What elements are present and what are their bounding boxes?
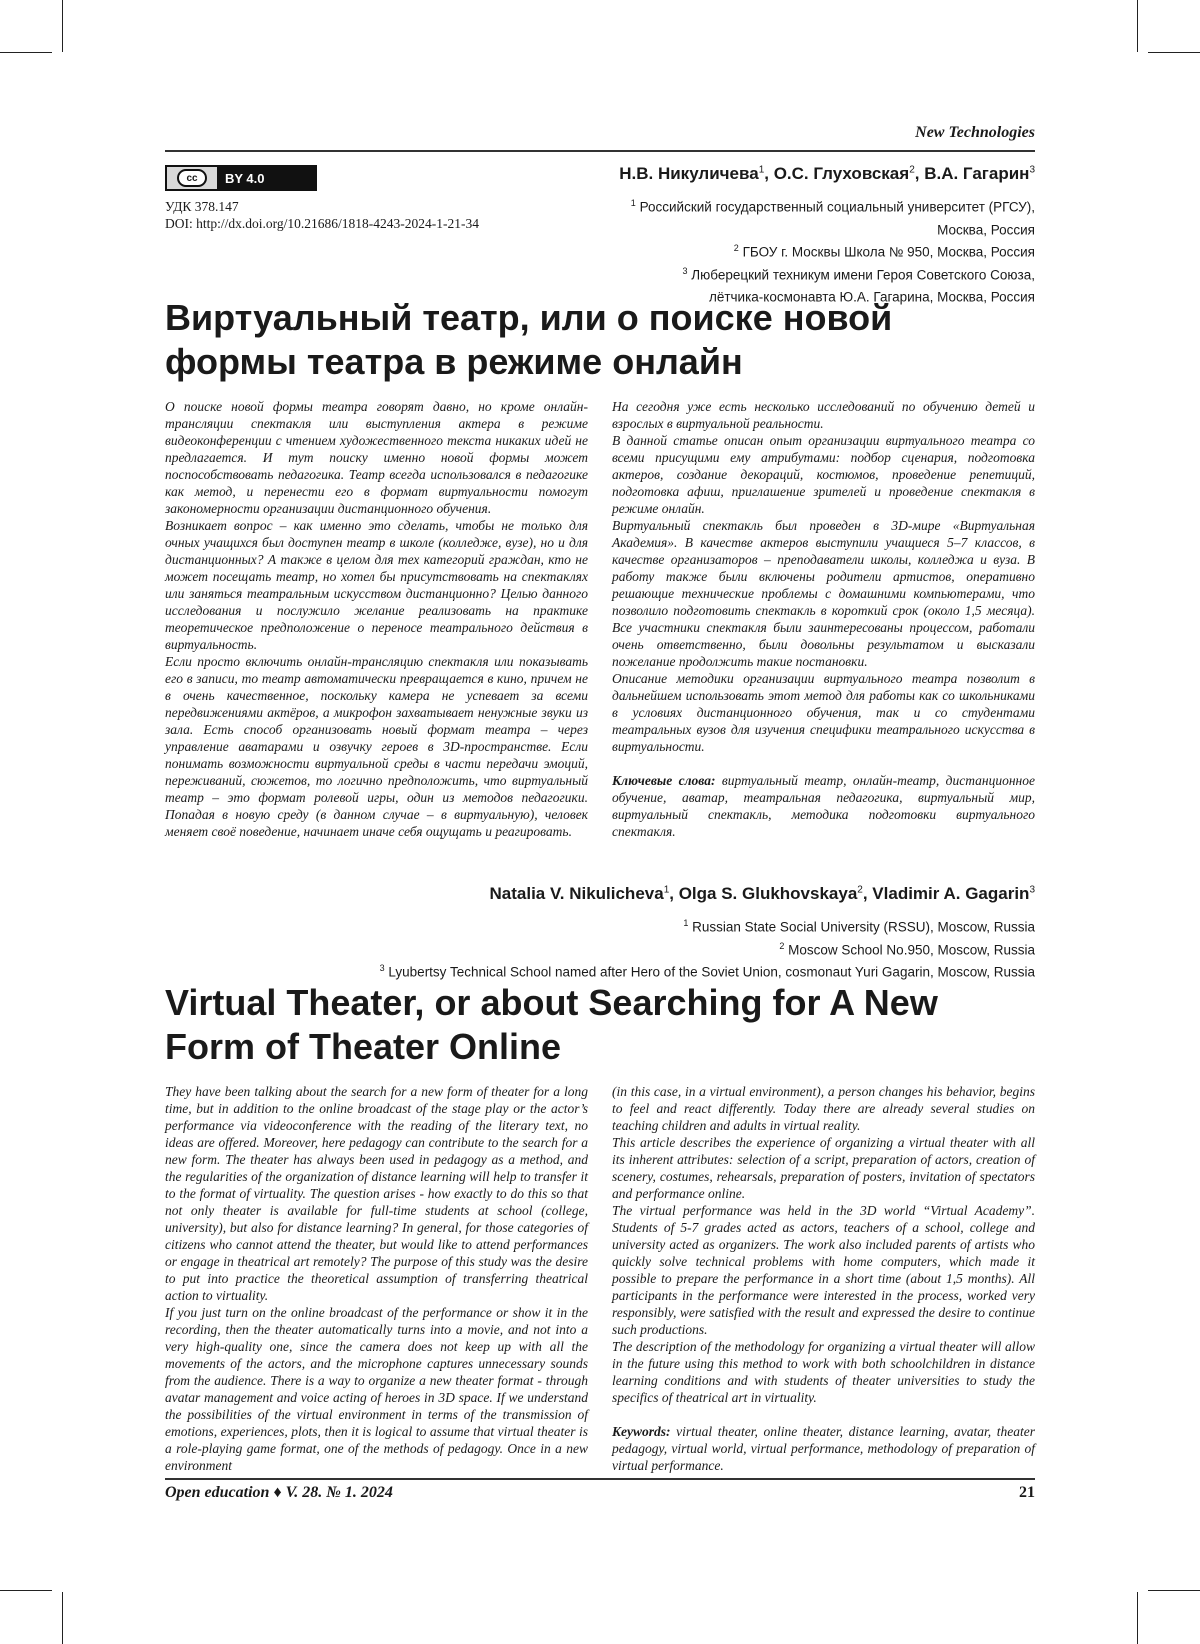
affiliation-line bbox=[380, 914, 1035, 937]
article-meta bbox=[165, 198, 479, 232]
author-sup: 3 bbox=[1029, 164, 1035, 176]
affiliation-text: Люберецкий техникум имени Героя Советского Союза, bbox=[691, 267, 1035, 282]
doi-link[interactable]: DOI: http://dx.doi.org/10.21686/1818-4243-2024-1-21-34 bbox=[165, 216, 479, 231]
affiliation-sup: 2 bbox=[733, 243, 739, 253]
crop-mark bbox=[1137, 1592, 1138, 1644]
ru-affiliations bbox=[631, 194, 1035, 307]
affiliation-text: лётчика-космонавта Ю.А. Гагарина, Москва, Россия bbox=[708, 289, 1035, 305]
abstract-paragraph: О поиске новой формы театра говорят давно, но кроме онлайн-трансляции спектакля или выступления актера в режиме видеоконференции с чтением художественного текста никаких идей не предлагается. И тут поиску именно новой формы может поспособствовать педагогика. Театр всегда использовался в педагогике как метод, и перенести его в формат виртуальности помогут закономерности организации дистанционного обучения. bbox=[165, 399, 588, 516]
author-sup: 3 bbox=[1029, 884, 1035, 896]
keywords bbox=[612, 772, 1035, 840]
abstract-paragraph: (in this case, in a virtual environment), a person changes his behavior, begins to feel and react differently. Today there are already several studies on teaching children and adults in virtual reality. bbox=[612, 1084, 1035, 1133]
affiliation-sup: 3 bbox=[379, 963, 385, 973]
affiliation-sup: 1 bbox=[630, 198, 636, 208]
crop-mark bbox=[1137, 0, 1138, 52]
title-line: Виртуальный театр, или о поиске новой bbox=[165, 297, 893, 338]
abstract-paragraph: В данной статье описан опыт организации виртуального театра со всеми присущими ему атрибутами: подбор сценария, подготовка актеров, создание декораций, костюмов, проведение репетиций, подготовка афиш, приглашение зрителей и проведение спектакля в режиме онлайн. bbox=[612, 433, 1035, 516]
cc-icon: cc bbox=[177, 169, 207, 187]
crop-mark bbox=[0, 52, 52, 53]
author-sup: 1 bbox=[758, 164, 765, 176]
ru-authors: Н.В. Никуличева$^1$, О.С. Глуховская$^2$, В.А. Гагарин$^3$ bbox=[619, 164, 1035, 183]
header-rule bbox=[165, 150, 1035, 152]
affiliation-sup: 1 bbox=[683, 918, 689, 928]
abstract-paragraph: If you just turn on the online broadcast of the performance or show it in the recording, then the theater automatically turns into a movie, and not into a very high-quality one, since the camera does not keep up with all the movements of the actors, and the microphone captures unnecessary sounds from the audience. There is a way to organize a new theater format - through avatar management and voice acting of heroes in 3D space. If we understand the possibilities of the virtual environment in terms of the transmission of emotions, experiences, plots, then it is logical to assume that virtual theater is a role-playing game format, one of the methods of pedagogy. Once in a new environment bbox=[165, 1305, 588, 1473]
page-number: 21 bbox=[1019, 1484, 1035, 1501]
cc-logo-area bbox=[167, 167, 217, 189]
abstract-paragraph: Виртуальный спектакль был проведен в 3D-мире «Виртуальная Академия». В качестве актеров выступили учащиеся 5–7 классов, в качестве организаторов – преподаватели школы, колледжа и вуза. В работу также были включены родители артистов, оперативно решающие технические проблемы с домашними компьютерами, что позволило подготовить спектакль в короткий срок (около 1,5 месяца). Все участники спектакля были заинтересованы процессом, работали очень ответственно, были довольны результатом и высказали пожелание продолжить такие постановки. bbox=[612, 518, 1035, 669]
author-name: Natalia V. Nikulicheva bbox=[489, 884, 664, 903]
title-line: Virtual Theater, or about Searching for A New bbox=[165, 982, 938, 1023]
author-name: О.С. Глуховская bbox=[773, 164, 910, 183]
en-affiliations bbox=[380, 914, 1035, 982]
en-abstract-left bbox=[165, 1083, 588, 1474]
keywords bbox=[612, 1423, 1035, 1474]
abstract-paragraph: Если просто включить онлайн-трансляцию спектакля или показывать его в записи, то театр автоматически превращается в кино, причем не в очень качественное, поскольку камера не успевает за всеми передвижениями актёров, а микрофон захватывает ненужные звуки из зала. Есть способ организовать новый формат театра – через управление аватарами и озвучку героев в 3D-пространстве. Если понимать возможности виртуальной среды в части передачи эмоций, переживаний, сюжетов, то логично предположить, что виртуальный театр – это формат ролевой игры, один из методов педагогики. Попадая в новую среду (в данном случае – в виртуальную), человек меняет своё поведение, начинает иначе себя ощущать и реагировать. bbox=[165, 654, 588, 839]
affiliation-line bbox=[380, 959, 1035, 982]
crop-mark bbox=[1148, 52, 1200, 53]
affiliation-line bbox=[380, 937, 1035, 960]
author-name: В.А. Гагарин bbox=[924, 164, 1030, 183]
author-sup: 2 bbox=[909, 164, 915, 176]
affiliation-text: ГБОУ г. Москвы Школа № 950, Москва, Россия bbox=[742, 244, 1035, 260]
crop-mark bbox=[1148, 1590, 1200, 1591]
udk-code: УДК 378.147 bbox=[165, 199, 239, 214]
abstract-paragraph: Возникает вопрос – как именно это сделать, чтобы не только для очных учащихся был доступен театр в школе (колледже, вузе), но и для дистанционных? А также в целом для тех категорий граждан, кто не может посещать театр, но хотел бы присутствовать на спектаклях или заняться театральным искусством дистанционно? Целью данного исследования и послужило желание реализовать на практике теоретическое предположение о переносе театрального действия в виртуальность. bbox=[165, 518, 588, 652]
keywords-text: виртуальный театр, онлайн-театр, дистанционное обучение, аватар, театральная педагогика, виртуальный мир, виртуальный спектакль, методика подготовки виртуального спектакля. bbox=[612, 773, 1035, 839]
affiliation-text: Российский государственный социальный университет (РГСУ), bbox=[639, 199, 1035, 215]
abstract-paragraph: На сегодня уже есть несколько исследований по обучению детей и взрослых в виртуальной реальности. bbox=[612, 399, 1035, 431]
title-line: формы театра в режиме онлайн bbox=[165, 341, 743, 382]
section-label: New Technologies bbox=[915, 124, 1035, 141]
affiliation-text: Russian State Social University (RSSU), Moscow, Russia bbox=[692, 919, 1035, 935]
affiliation-line bbox=[631, 262, 1035, 285]
author-name: Olga S. Glukhovskaya bbox=[678, 884, 858, 903]
affiliation-line bbox=[631, 194, 1035, 217]
abstract-paragraph: The virtual performance was held in the 3D world “Virtual Academy”. Students of 5-7 grades acted as actors, teachers of a school, college and university acted as organizers. The work also included parents of artists who quickly solve technical problems with home computers, which made it possible to prepare the performance in a short time (about 1,5 months). All participants in the performance were interested in the process, worked very responsibly, were satisfied with the result and expressed the desire to continue such productions. bbox=[612, 1203, 1035, 1337]
cc-license-badge[interactable] bbox=[165, 165, 317, 191]
crop-mark bbox=[62, 0, 63, 52]
author-sup: 1 bbox=[663, 884, 670, 896]
ru-abstract-right bbox=[612, 398, 1035, 840]
abstract-paragraph: This article describes the experience of organizing a virtual theater with all its inherent attributes: selection of a script, preparation of actors, creation of scenery, costumes, rehearsals, preparation of posters, invitation of spectators and performance online. bbox=[612, 1135, 1035, 1201]
keywords-label: Keywords: bbox=[612, 1424, 671, 1439]
affiliation-sup: 3 bbox=[682, 265, 688, 276]
affiliation-line bbox=[631, 239, 1035, 262]
en-abstract-right bbox=[612, 1083, 1035, 1474]
crop-mark bbox=[0, 1590, 52, 1591]
spacer bbox=[612, 755, 1035, 772]
abstract-paragraph: Описание методики организации виртуального театра позволит в дальнейшем использовать этот метод для работы как со школьниками в условиях дистанционного обучения, так и со студентами театральных вузов для изучения специфики театрального искусства в виртуальности. bbox=[612, 671, 1035, 754]
abstract-paragraph: They have been talking about the search for a new form of theater for a long time, but in addition to the online broadcast of the stage play or the actor’s performance via videoconference with the reading of the literary text, no ideas are offered. Moreover, here pedagogy can contribute to the search for a new form. The theater has always been used in pedagogy as a method, and the regularities of the organization of distance learning will help to transfer it to the format of virtuality. The question arises - how exactly to do this so that not only theater is available for full-time students at school (college, university), but also for distance learning? In general, for those categories of citizens who cannot attend the theater, but would like to attend performances or engage in theatrical art remotely? The purpose of this study was the desire to put into practice the theoretical assumption of transferring theatrical action to virtuality. bbox=[165, 1084, 588, 1303]
ru-article-title bbox=[165, 296, 1045, 384]
keywords-text: virtual theater, online theater, distance learning, avatar, theater pedagogy, virtual world, virtual performance, methodology of preparation of virtual performance. bbox=[612, 1424, 1035, 1473]
en-authors: Natalia V. Nikulicheva$^1$, Olga S. Glukhovskaya$^2$, Vladimir A. Gagarin$^3$ bbox=[489, 884, 1035, 903]
title-line: Form of Theater Online bbox=[165, 1026, 562, 1067]
en-article-title bbox=[165, 981, 1045, 1069]
spacer bbox=[612, 1406, 1035, 1423]
author-name: Vladimir A. Gagarin bbox=[872, 884, 1030, 903]
affiliation-text: Москва, Россия bbox=[937, 222, 1035, 237]
affiliation-sup: 2 bbox=[779, 940, 785, 951]
abstract-paragraph: The description of the methodology for organizing a virtual theater will allow in the future using this method to work with both schoolchildren in distance learning conditions and with students of theater universities to study the specifics of theatrical art in virtuality. bbox=[612, 1339, 1035, 1405]
affiliation-text: Moscow School No.950, Moscow, Russia bbox=[788, 942, 1035, 957]
crop-mark bbox=[62, 1592, 63, 1644]
author-name: Н.В. Никуличева bbox=[619, 164, 759, 183]
affiliation-line bbox=[631, 217, 1035, 240]
footer-rule bbox=[165, 1478, 1035, 1480]
ru-abstract-left bbox=[165, 398, 588, 840]
keywords-label: Ключевые слова: bbox=[612, 773, 716, 788]
affiliation-text: Lyubertsy Technical School named after Hero of the Soviet Union, cosmonaut Yuri Gagarin, Moscow, Russia bbox=[388, 964, 1035, 980]
journal-citation: Open education ♦ V. 28. № 1. 2024 bbox=[165, 1484, 393, 1501]
author-sup: 2 bbox=[857, 884, 863, 896]
cc-license-label: BY 4.0 bbox=[217, 167, 315, 189]
